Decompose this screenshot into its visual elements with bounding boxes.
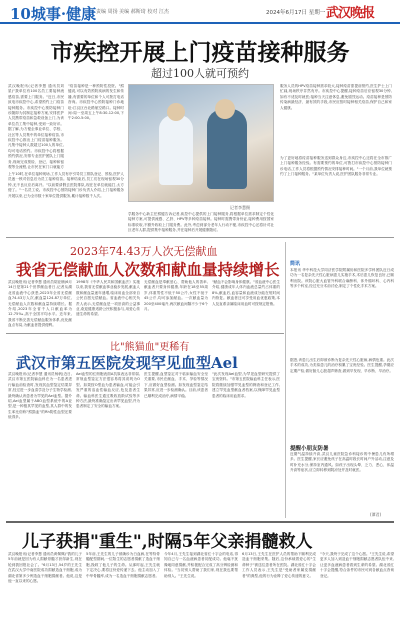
issue-date: 2024年6月17日 星期一 xyxy=(266,10,326,16)
story3-kicker: 比"熊猫血"更稀有 xyxy=(110,342,190,353)
brief-column-3: 近期气温持续升高,武汉儿童医院急诊科接诊的中暑患儿有所增多。医生提醒,家长应避免孩子在高温时段长时间户外活动,注意及时补充水分,保持室内通风。如孩子出现头晕、乏力、恶心、体温升高等症状,应立即转移到阴凉处并及时就医。 xyxy=(290,452,394,473)
brief-subheading: 提醒小朋友防暑 xyxy=(290,446,329,452)
lead-subheadline: 超过100人就可预约 xyxy=(151,67,249,80)
story2-kicker: 2023年74.43万人次无偿献血 xyxy=(70,245,218,258)
column-divider xyxy=(285,242,286,518)
story4-column-2: 5年前,王先生的儿子被确诊为白血病,在等待骨髓配型期间,一位陌生的志愿者捐献了造血干细胞,挽救了他儿子的生命。从那时起,王先生就下定决心,要将这份爱传递下去。他主动加入了中华骨髓库,成为一名造血干细胞捐献志愿者。 xyxy=(86,552,160,578)
brief-author: (谭君) xyxy=(370,512,382,517)
story3-column-3: 医生提醒,血型鉴定对于临床输血安全至关重要,市民在献血、手术、孕检等情况下,应做好血型检测。如发现血型鉴定结果异常,应进一步检测确认。目前,该患者已顺利完成治疗,病情平稳。 xyxy=(144,372,208,398)
story4-column-5: "今天,我终于完成了这个心愿。"王先生说,希望更多人加入到造血干细胞捐献志愿者队伍中来,让更多血液病患者看到生命的希望。湖北省红十字会提醒,符合条件的市民可到各献血点咨询登记。 xyxy=(320,552,394,578)
photo-figure-patient xyxy=(207,109,247,189)
editor-credits: 责编 周扬 美编 郝斯琦 校对 江杰 xyxy=(96,9,169,15)
lead-headline: 市疾控开展上门疫苗接种服务 xyxy=(50,39,350,66)
newspaper-logo: 武汉晚报 xyxy=(326,6,375,21)
lead-column-1b: "疫苗接种是一种预防性投资。"熊键说,可以有效预防疾病的发生和传播,有需要的单位和个人可拨打电话咨询。市疾控中心预防接种门诊地址:江汉区台北路航空路口。接种时间:周一至周五上午8:30-12:00,下午2:00-5:00。 xyxy=(68,84,124,121)
story2-column-3: 无偿献血是奉献爱心、帮助他人的善举,献血者只要身体健康,年龄在18至55周岁,体重男性不低于50公斤,女性不低于45公斤,均可参加献血。一次献血量为200至400毫升,两次献血间隔不少于6个月。 xyxy=(144,280,208,312)
story3-headline: 武汉市第五医院发现罕见血型Ael xyxy=(16,354,238,372)
brief-label: 简讯 xyxy=(290,261,301,267)
lead-photo xyxy=(128,84,274,202)
story4-column-4: 6月13日,王先生在医护人员的帮助下顺利完成造血干细胞采集。随后,这份承载着爱心的"生命种子"被送往患者所在医院。湖北省红十字会工作人员表示,王先生是"受助者家属变捐献者"的典型,他的行为诠释了爱心传递的意义。 xyxy=(242,552,316,578)
divider xyxy=(6,521,394,523)
story2-headline: 我省无偿献血人次数和献血量持续增长 xyxy=(16,260,280,279)
story4-column-3: 今年4月,王先生接到湖北省红十字会的电话,得知自己与一名血液病患者初配成功。他毫不犹豫地同意捐献,并积极配合完成了高分辨检测和体检。"当初别人帮助了我们家,现在我也要帮助别人。"王先生说。 xyxy=(164,552,238,578)
lead-column-3: 学服务中心新主任熊键告诉记者,疾控中心提供的上门接种服务,将根据单位需求制定个性化接种方案,可提供流感、乙肝、HPV等多种疫苗接种。接种时需携带身份证,接种费用按国家标准收取,不额外收取上门服务费。此外,考虑到部分老年人行动不便,市疾控中心还将针对社区老年人群,提供集中接种服务,并在接种后开展健康随访。 xyxy=(128,212,274,232)
lead-column-1: 武汉晚报讯(记者李慧 通讯员刘星)"我单位有100名员工要接种流感疫苗,需要上门服务。"近日,市民致电市疾控中心,希望预约上门疫苗接种服务。市疾控中心预防接种门诊随即为其制定接种方案,安排医护人员携带疫苗和急救设备上门,为该单位员工集中接种,受到一致好评。据了解,为方便企事业单位、学校、社区等人员集中的单位接种疫苗,市疾控中心推出上门疫苗接种服务。凡集中接种人数超过100人的单位,均可电话预约。市疾控中心将根据预约情况,安排专业医护团队上门服务,现场完成预检、登记、接种和留观等全流程,让市民在家门口就能方 xyxy=(8,84,64,170)
story3-column-2: Ael血型的红细胞表面A抗原表达非常弱,常规血型鉴定方法很容易将其误判为O型。如果按O型血为患者输血,可能会引发严重的溶血性输血反应,危及患者生命。输血科医生通过吸收放散试验等多种方法,最终准确鉴定出该罕见血型,并为患者制定了安全的输血方案。 xyxy=(76,372,140,409)
brief-column-2: 据悉,该患儿出生后即被诊断为复杂先天性心脏病,病情危重。此次手术的成功,为类似患儿的治疗积累了宝贵经验。医生提醒,孕期应定期产检,做好胎儿心脏超声筛查,做到早发现、早诊断、早治疗。 xyxy=(290,358,394,373)
story2-column-2: 1998年《中华人民共和国献血法》实施以来,我省无偿献血事业稳步发展,献血人数和献血量逐年递增,临床用血全部来自公民自愿无偿献血。省血液中心相关负责人表示,无偿献血是一项崇高的公益事业,欢迎健康适龄公民积极参与,用爱心传递生命的希望。 xyxy=(76,280,140,317)
brief-column-1: 本报讯 华中科技大学同济医学院附属协和医院多学科团队近日成功为一名复杂先天性心脏病患儿实施手术,术后患儿恢复良好,已顺利出院。该院心脏大血管外科联合麻醉科、体外循环科、心内科等多个科室,经过充分术前讨论,制定了个性化手术方案。 xyxy=(290,268,394,289)
story2-column-1: 武汉晚报讯(记者李慧 通讯员胡亚楠)6月14日是第21个世界献血者日,记者从湖北省血液中心获悉,2023年全省无偿献血74.43万人次,献血量124.87万单位,无偿献血人次数和献血量持续增长。据介绍,2023年全省千人口献血率为12.75‰,高于全国平均水平。近年来,我省不断完善无偿献血服务体系,优化献血点布局,为献血者提供便利。 xyxy=(8,280,72,328)
story4-headline: 儿子获捐"重生",时隔5年父亲捐髓救人 xyxy=(22,532,313,552)
story4-column-1: 武汉晚报讯(记者李慧 通讯员黄佩佩)"我的儿子5年前就是因为有人捐献骨髓才获得新生,现在轮到我回报社会了。"6月13日,54岁的王先生在武汉大学中南医院成功捐献造血干细胞,成为湖北省第多少例造血干细胞捐献者。他说,这是他一直以来的心愿。 xyxy=(8,552,82,584)
page-header xyxy=(0,0,400,24)
lead-column-4: 服务人员的HPV疫苗接种需求较大,接种疫苗需提前预约,医生护士上门忙碌,现场秩序井然有序。市疾控中心提醒,接种疫苗后应留观30分钟,如有不适及时就医;接种当天注意休息,避免剧烈运动。疫苗接种是预防传染病最经济、最有效的手段,市民应按时接种相关疫苗,保护自己和家人健康。 xyxy=(280,84,392,110)
story3-column-4: "此次发现Ael血型,为罕见血型研究提供了宝贵资料。"市第五医院输血科主任表示,医院将继续加强罕见血型的筛查和登记工作,建立罕见血型献血者档案,以保障罕见血型患者的临床用血需求。 xyxy=(212,372,280,398)
lead-column-2: 上午10时,在单位接种现场,工作人员有序引导员工排队登记、预检,医护人员逐一核对信息后为员工接种疫苗。接种结束后,员工们在现场留观30分钟,无不良反应后离开。"以前要请假去医院排队,现在在单位就能打,太方便了。"一名员工说。市疾控中心预防接种门诊负责人介绍,上门接种服务开展以来,已为全市数十家单位提供服务,累计接种数千人次。 xyxy=(8,172,124,198)
divider xyxy=(6,333,284,334)
photo-figure-nurse-head xyxy=(167,103,185,121)
story3-column-1: 武汉晚报讯(记者李慧 通讯员杨帆)近日,武汉市第五医院输血科在为一名患者进行输血前检查时,发现其血型鉴定结果异常,经过进一步血清学及分子生物学检测,最终确认该患者为罕见的Ael血型。据介绍,Ael血型属于ABO血型系统中的A亚型,是一种极其罕见的血型,其人群中的发生率比俗称"熊猫血"的Rh阴性血型还要低得多。 xyxy=(8,372,72,420)
photo-figure-nurse xyxy=(159,115,193,185)
photo-caption: 记者李慧摄 xyxy=(230,205,250,210)
photo-figure-patient-head xyxy=(215,99,235,119)
lead-column-5: 为了更好地将疫苗接种服务送到群众身边,市疾控中心还将在全市推广上门接种服务经验。有需要预约的单位,可拨打市疾控中心预防接种门诊电话,工作人员将根据预约情况安排接种时间。"一个月前,我单位就预约了上门接种服务。"某单位负责人说,医护团队服务非常专业。 xyxy=(280,156,392,177)
story2-column-4: "献血不会影响身体健康。"省血液中心医生介绍,健康成年人体内血液总量约占体重的8%,献血后,血容量和血液成分能在短时间内恢复。献血者还可享受用血优惠政策,本人及直系亲属临床用血时可按规定报销。 xyxy=(212,280,280,306)
section-name: 10城事·健康 xyxy=(10,5,97,23)
divider xyxy=(6,237,394,238)
